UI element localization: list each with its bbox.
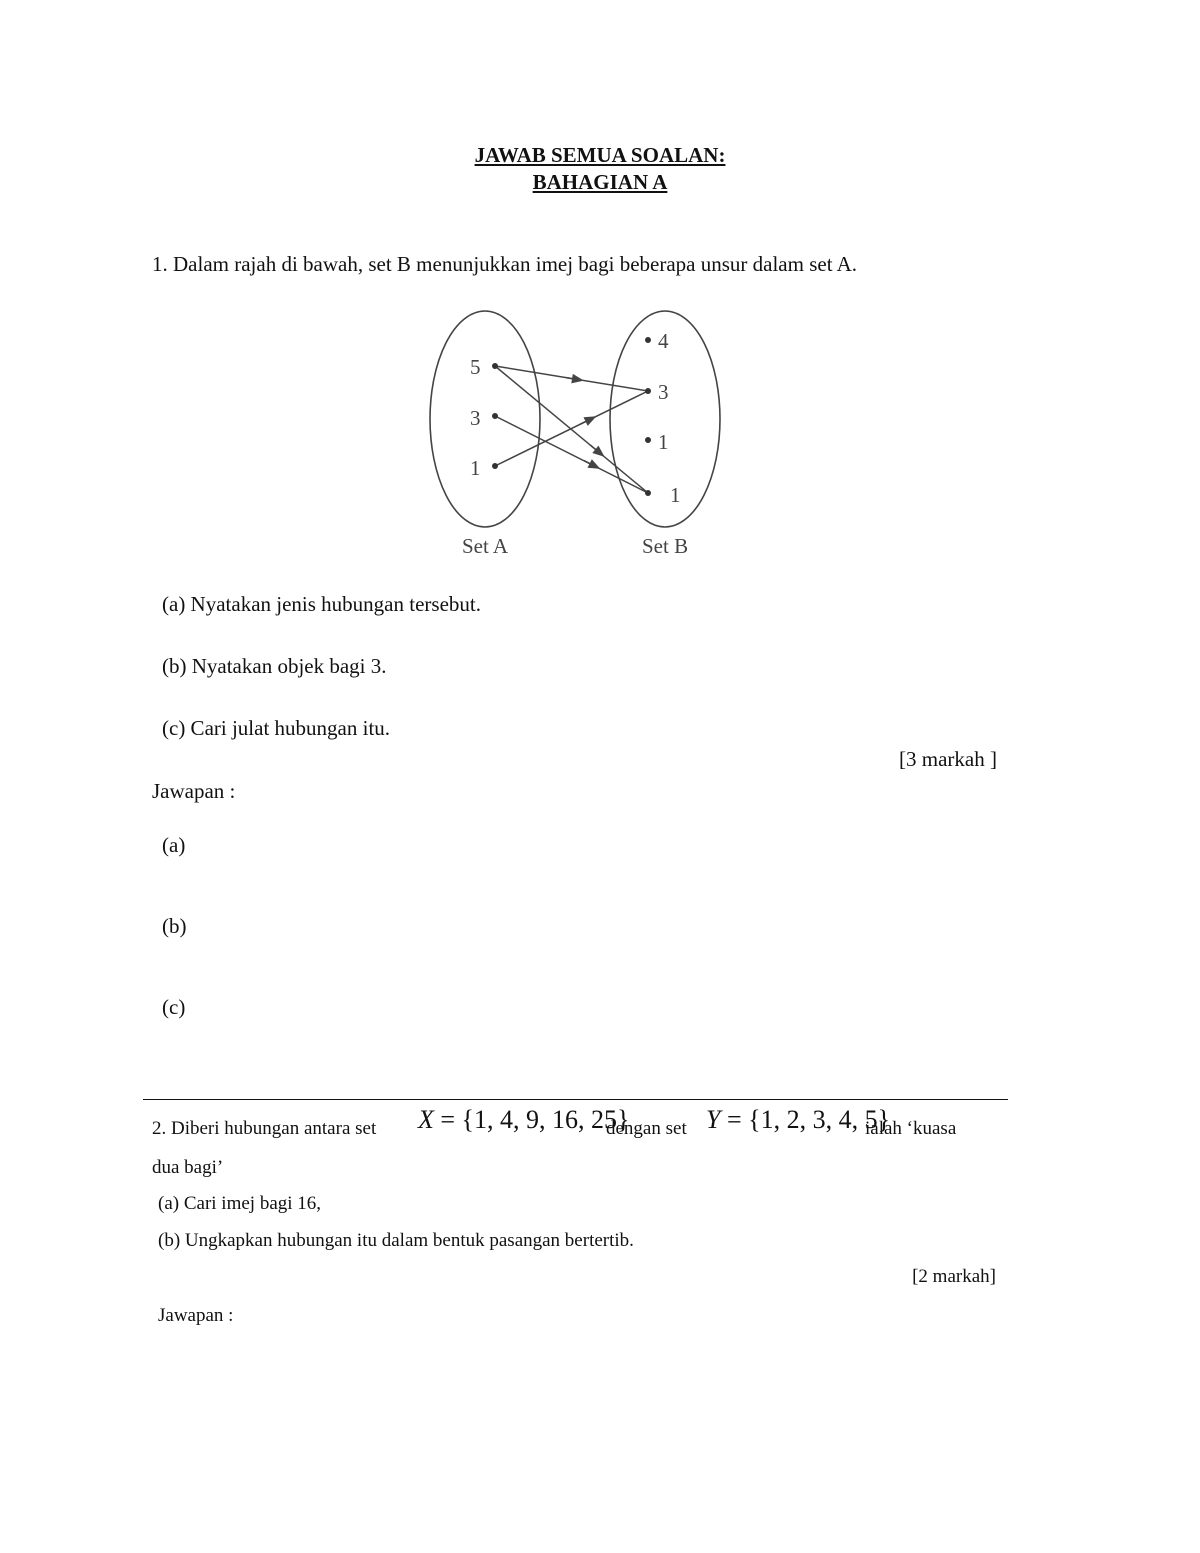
section-title: BAHAGIAN A (532, 170, 668, 194)
arrowhead (580, 419, 591, 424)
q2-part-a: (a) Cari imej bagi 16, (158, 1193, 322, 1214)
set-a-element: 1 (470, 456, 481, 480)
set-b-element: 1 (670, 483, 681, 507)
set-b-element: 1 (658, 430, 669, 454)
q2-stem-middle: dengan set (606, 1118, 687, 1139)
set-b-element: 4 (658, 329, 669, 353)
set-y-name: Y (706, 1105, 721, 1134)
set-a-label: Set A (462, 534, 509, 558)
set-y-expression (706, 1105, 890, 1135)
set-a-element: 5 (470, 355, 481, 379)
page-title: JAWAB SEMUA SOALAN: (474, 143, 726, 167)
arrow-diagram (420, 300, 740, 570)
q2-answer-label: Jawapan : (158, 1305, 234, 1326)
q2-stem-end: ialah ‘kuasa (865, 1118, 957, 1139)
set-a-element: 3 (470, 406, 481, 430)
q1-answer-label: Jawapan : (152, 779, 236, 803)
arrowhead (590, 445, 600, 453)
q2-part-b: (b) Ungkapkan hubungan itu dalam bentuk pasangan bertertib. (158, 1230, 634, 1251)
arrowhead (584, 461, 595, 467)
set-x-expression (418, 1105, 630, 1135)
set-x-name: X (418, 1105, 434, 1134)
arrowhead (566, 378, 578, 380)
q1-answer-a: (a) (162, 833, 186, 857)
set-x-values: = {1, 4, 9, 16, 25} (440, 1105, 630, 1134)
q1-answer-b: (b) (162, 914, 187, 938)
set-a-ellipse (430, 311, 540, 527)
set-y-values: = {1, 2, 3, 4, 5} (726, 1105, 891, 1134)
set-b-label: Set B (642, 534, 689, 558)
mapping-line (495, 366, 648, 493)
q1-marks: [3 markah ] (899, 747, 997, 771)
q1-part-c: (c) Cari julat hubungan itu. (162, 716, 391, 740)
q1-part-b: (b) Nyatakan objek bagi 3. (162, 654, 387, 678)
section-divider (143, 1099, 1008, 1100)
q2-stem-start: 2. Diberi hubungan antara set (152, 1118, 377, 1139)
q1-answer-c: (c) (162, 995, 186, 1019)
set-b-element: 3 (658, 380, 669, 404)
q2-marks: [2 markah] (912, 1266, 996, 1287)
q1-part-a: (a) Nyatakan jenis hubungan tersebut. (162, 592, 481, 616)
q1-stem: 1. Dalam rajah di bawah, set B menunjukkan imej bagi beberapa unsur dalam set A. (152, 252, 858, 276)
q2-stem-line2: dua bagi’ (152, 1157, 224, 1178)
